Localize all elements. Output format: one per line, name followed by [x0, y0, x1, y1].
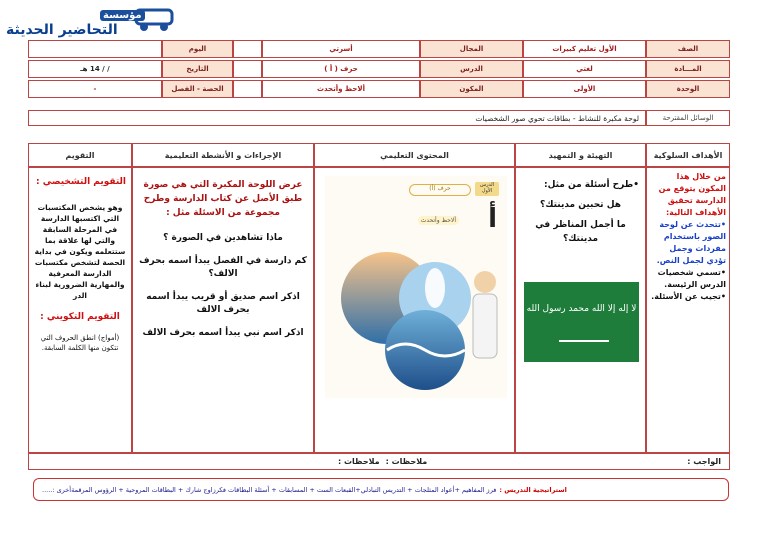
- spacer-cell: [233, 80, 262, 98]
- intro-lead: •طرح أسئلة من مثل:: [543, 180, 639, 190]
- book-letter-tag: حرف (أ): [409, 184, 471, 196]
- aids-label: الوسائل المقترحة: [646, 110, 730, 126]
- lesson-label: الدرس: [420, 60, 523, 78]
- big-letter: أ: [488, 204, 497, 234]
- strategy-text: فرز المفاهيم +أعواد المثلجات + التدريس التبادلي+القبعات الست + المسابقات + أسئلة البطاقات فكرزاوج شارك + البطاقات المروحية + الرؤوس المرقمةأخرى :.....: [42, 485, 497, 494]
- notes-label: ملاحظات :: [385, 457, 428, 466]
- grade-value: الأول تعليم كبيرات: [523, 40, 646, 58]
- content-column: [314, 167, 515, 453]
- grade-label: الصف: [646, 40, 730, 58]
- subject-label: المـــادة: [646, 60, 730, 78]
- unit-value: الأولى: [523, 80, 646, 98]
- subject-value: لغتي: [523, 60, 646, 78]
- procedure-question: ماذا تشاهدين في الصورة ؟: [163, 233, 283, 243]
- day-label: اليوم: [162, 40, 233, 58]
- homework-label: الواجب :: [687, 457, 721, 466]
- component-label: المكون: [420, 80, 523, 98]
- procedure-question: كم دارسة في الفصل يبدأ اسمه بحرف الالف؟: [139, 256, 307, 279]
- period-label: الحصة - الفصل: [162, 80, 233, 98]
- formative-text: (أمواج) انطق الحروف التي تتكون منها الكلمة السابقة.: [40, 334, 120, 352]
- col-objectives-title: الأهداف السلوكية: [646, 143, 730, 167]
- strategy-box: [33, 478, 729, 501]
- component-value: ألاحظ وأتحدث: [262, 80, 420, 98]
- col-content-title: المحتوى التعليمي: [314, 143, 515, 167]
- col-evaluation-title: التقويم: [28, 143, 132, 167]
- scene-illustration: [325, 238, 507, 398]
- procedures-column: [132, 167, 314, 453]
- formative-title: التقويم التكويني :: [40, 312, 120, 322]
- flag-shahada: لا إله إلا الله محمد رسول الله: [526, 304, 637, 314]
- objective-item: •تسمي شخصيات الدرس الرئيسة.: [657, 268, 726, 289]
- textbook-image: [325, 176, 507, 398]
- col-procedures-title: الإجراءات و الأنشطة التعليمية: [132, 143, 314, 167]
- logo-top-text: مؤسسة: [100, 10, 145, 21]
- logo-main-text: التحاضير الحديثة: [6, 22, 118, 38]
- notes-label-2: ملاحظات :: [338, 457, 380, 466]
- man-body-icon: [473, 294, 497, 358]
- strategy-label: استراتيجية التدريس :: [499, 485, 567, 494]
- date-label: التاريخ: [162, 60, 233, 78]
- fountain-icon: [425, 268, 445, 308]
- unit-label: الوحدة: [646, 80, 730, 98]
- book-lesson-tag: الدرس الأول: [475, 182, 499, 196]
- domain-value: أسرتي: [262, 40, 420, 58]
- logo: [4, 2, 184, 40]
- spacer-cell: [233, 60, 262, 78]
- book-component-tag: ألاحظ وأتحدث: [418, 216, 459, 225]
- diagnostic-text: وهو يشخص المكتسبات التي اكتسبها الدارسة في المرحلة السابقة والتي لها علاقة بما ستتعلمه ويكون في بداية الحصة لتشخص مكتسبات الدارسة المعرفية والمهارية الضرورية لبناء الدر: [34, 203, 126, 300]
- objective-item: •تجيب عن الأسئلة.: [651, 292, 726, 301]
- col-intro-title: التهيئة و التمهيد: [515, 143, 646, 167]
- intro-question: هل تحبين مدينتك؟: [540, 200, 621, 210]
- spacer-cell: [233, 40, 262, 58]
- procedure-question: اذكر اسم نبي يبدأ اسمه بحرف الالف: [142, 328, 304, 338]
- objectives-intro: من خلال هذا المكون يتوقع من الدارسة تحقيق الأهداف التالية:: [658, 172, 726, 217]
- procedure-question: اذكر اسم صديق أو قريب يبدأ اسمه بحرف الالف: [146, 292, 300, 315]
- domain-label: المجال: [420, 40, 523, 58]
- diagnostic-title: التقويم التشخيصي :: [36, 177, 126, 187]
- notes-row: [28, 453, 730, 470]
- lesson-value: حرف ( أ ): [262, 60, 420, 78]
- procedures-lead: عرض اللوحة المكبرة التي هي صورة طبق الأصل عن كتاب الدارسة وطرح مجموعة من الاسئلة مثل :: [143, 180, 303, 218]
- saudi-flag: [524, 282, 639, 362]
- period-value: -: [28, 80, 162, 98]
- intro-question: ما أجمل المناظر في مدينتك؟: [535, 220, 626, 244]
- day-value: [28, 40, 162, 58]
- aids-value: لوحة مكبرة للنشاط - بطاقات تحوي صور الشخصيات: [28, 110, 646, 126]
- date-value: / / 14 هـ: [28, 60, 162, 78]
- evaluation-column: [28, 167, 132, 453]
- sword-icon: [559, 340, 609, 342]
- man-head-icon: [474, 271, 496, 293]
- objectives-column: [646, 167, 730, 453]
- objective-item: •تتحدث عن لوحة الصور باستخدام مفردات وجمل تؤدي لجمل النص.: [656, 220, 726, 265]
- intro-column: [515, 167, 646, 453]
